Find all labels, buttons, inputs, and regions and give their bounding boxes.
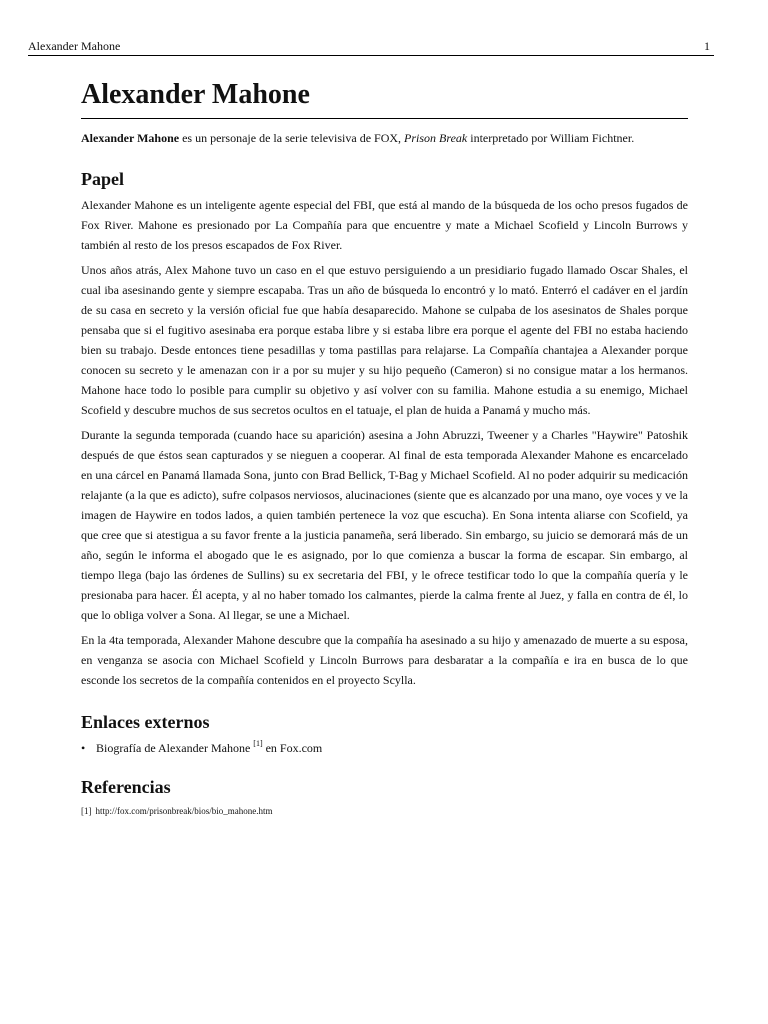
papel-paragraph-4: En la 4ta temporada, Alexander Mahone descubre que la compañía ha asesinado a su hijo y amenazado de muerte a su esposa, en venganza se asocia con Michael Scofield y Lincoln Burrows para desbaratar a la compañía e ira en busca de lo que esconde los secretos de la compañía contenidos en el proyecto Scylla. — [81, 633, 688, 687]
intro-text-1: es un personaje de la serie televisiva de FOX, — [179, 131, 405, 145]
papel-paragraph-3: Durante la segunda temporada (cuando hace su aparición) asesina a John Abruzzi, Tweener y a Charles "Haywire" Patoshik después de que éstos sean capturados y se nieguen a cooperar. Al final de esta temporada Alexander Mahone es encarcelado en una cárcel en Panamá llamada Sona, junto con Brad Bellick, T-Bag y Michael Scofield. Al no poder adquirir su medicación relajante (a la que es adicto), sufre colpasos nerviosos, alucinaciones (siente que es alcanzado por una mano, oye voces y ve la imagen de Haywire en todos lados, a quien también pertenece la voz que escucha). En Sona intenta aliarse con Scofield, ya que cree que si atestigua a su favor frente a la justicia panameña, será liberado. Sin embargo, su juicio se demorará más de un año, según le informa el abogado que le es asignado, por lo que comienza a buscar la forma de escapar. Sin embargo, al tiempo llega (bajo las órdenes de Sullins) su ex secretaria del FBI, y le ofrece testificar todo lo que la compañía quería y le presionaba para hacer. Él acepta, y al no haber tomado los calmantes, pierde la calma frente al Juez, y falla en contra de él, lo que lo obliga volver a Sona. Al llegar, se une a Michael. — [81, 428, 688, 622]
page-title: Alexander Mahone — [81, 78, 688, 119]
external-link-suffix: en Fox.com — [262, 741, 323, 755]
external-links-list — [81, 738, 688, 758]
papel-paragraph-1: Alexander Mahone es un inteligente agente especial del FBI, que está al mando de la búsqueda de los ocho presos fugados de Fox River. Mahone es presionado por La Compañía para que encuentre y mate a Michael Scofield y Lincoln Burrows y también al resto de los presos escapados de Fox River. — [81, 198, 688, 252]
article-body — [81, 78, 688, 817]
section-heading-papel: Papel — [81, 169, 124, 189]
intro-paragraph — [81, 128, 688, 148]
reference-label: [1] — [81, 806, 92, 816]
reference-entry — [81, 805, 688, 817]
intro-bold-name: Alexander Mahone — [81, 131, 180, 145]
intro-text-2: interpretado por William Fichtner. — [467, 131, 635, 145]
running-title: Alexander Mahone — [28, 39, 121, 53]
list-item — [81, 738, 688, 758]
papel-paragraph-2: Unos años atrás, Alex Mahone tuvo un caso en el que estuvo persiguiendo a un presidiario fugado llamado Oscar Shales, el cual iba asesinando gente y siempre escapaba. Tras un año de búsqueda lo encontró y lo mató. Enterró el cadáver en el jardín de su casa en secreto y la versión oficial fue que había desaparecido. Mahone se culpaba de los asesinatos de Shales porque pensaba que si el fugitivo asesinaba era porque estaba libre y si estaba libre era porque el agente del FBI no estaba haciendo bien su trabajo. Desde entonces tiene pesadillas y toma pastillas para relajarse. La Compañía chantajea a Alexander porque conocen su secreto y le amenazan con ir a por su mujer y su hijo pequeño (Cameron) si no consigue matar a los hermanos. Mahone hace todo lo posible para cumplir su objetivo y así volver con su familia. Mahone estudia a su enemigo, Michael Scofield y descubre muchos de sus secretos ocultos en el tatuaje, el plan de huida a Panamá y mucho más. — [81, 263, 688, 417]
bullet-icon: • — [81, 741, 86, 755]
external-link-text[interactable]: Biografía de Alexander Mahone — [96, 741, 254, 755]
intro-show-title: Prison Break — [404, 131, 468, 145]
footnote-ref-link[interactable]: [1] — [253, 739, 263, 748]
section-heading-enlaces: Enlaces externos — [81, 712, 210, 732]
page-header — [28, 38, 714, 56]
reference-url-link[interactable]: http://fox.com/prisonbreak/bios/bio_mahone.htm — [95, 806, 273, 816]
section-heading-referencias: Referencias — [81, 777, 171, 797]
page-number: 1 — [704, 39, 710, 53]
